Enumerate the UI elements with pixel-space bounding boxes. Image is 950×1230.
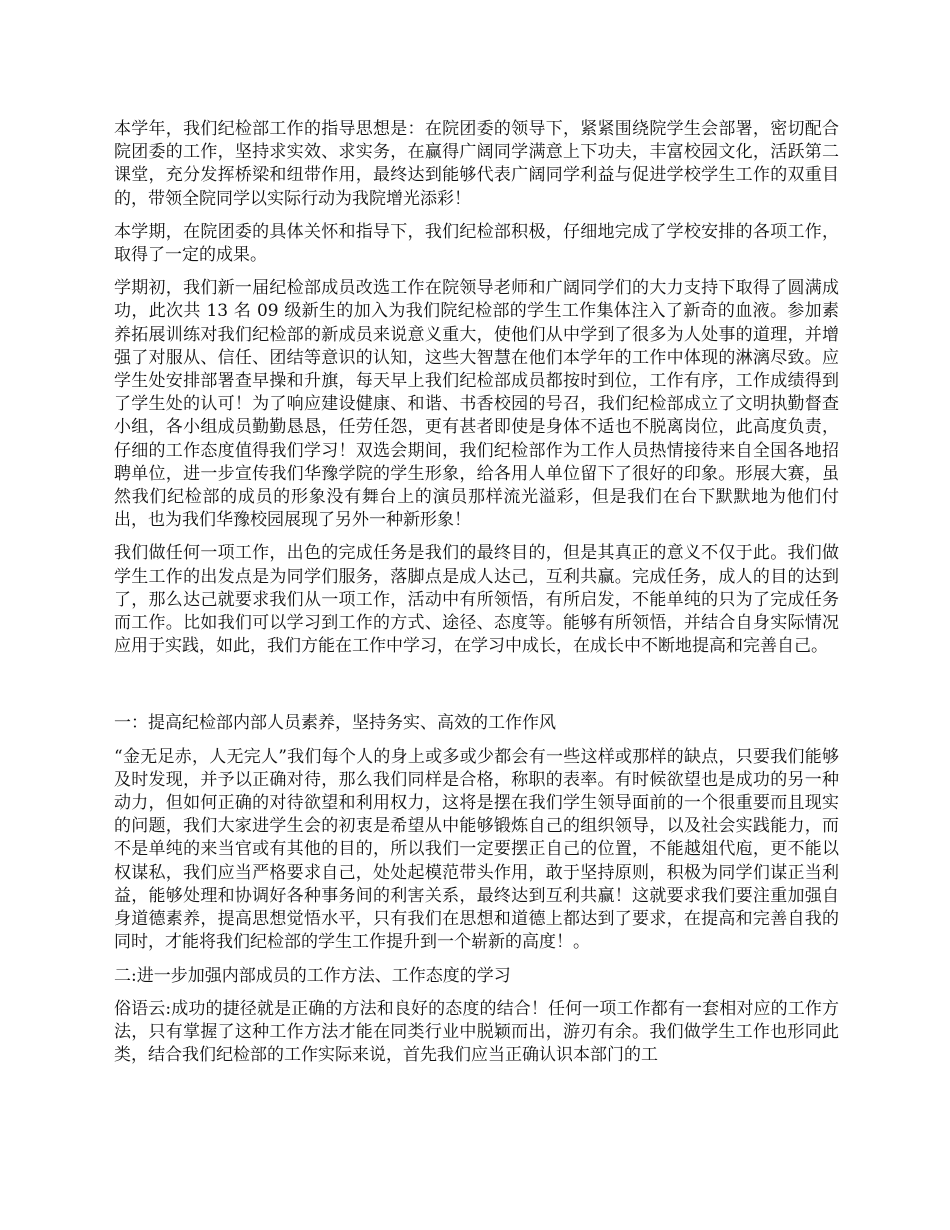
document-page — [114, 118, 839, 1077]
paragraph-semester-summary: 本学期，在院团委的具体关怀和指导下，我们纪检部积极，仔细地完成了学校安排的各项工作，取得了一定的成果。 — [114, 221, 839, 266]
paragraph-guiding-thought: 本学年，我们纪检部工作的指导思想是：在院团委的领导下，紧紧围绕院学生会部署，密切配合院团委的工作，坚持求实效、求实务，在赢得广阔同学满意上下功夫，丰富校园文化，活跃第二课堂，充分发挥桥梁和纽带作用，最终达到能够代表广阔同学利益与促进学校学生工作的双重目的，带领全院同学以实际行动为我院增光添彩！ — [114, 119, 839, 209]
section-paragraph-1: “金无足赤，人无完人”我们每个人的身上或多或少都会有一些这样或那样的缺点，只要我们能够及时发现，并予以正确对待，那么我们同样是合格，称职的表率。有时候欲望也是成功的另一种动力，但如何正确的对待欲望和利用权力，这将是摆在我们学生领导面前的一个很重要而且现实的问题，我们大家进学生会的初衷是希望从中能够锻炼自己的组织领导，以及社会实践能力，而不是单纯的来当官或有其他的目的，所以我们一定要摆正自己的位置，不能越俎代庖，更不能以权谋私，我们应当严格要求自己，处处起模范带头作用，敢于坚持原则，积极为同学们谋正当利益，能够处理和协调好各种事务间的利害关系，最终达到互利共赢！这就要求我们要注重加强自身道德素养，提高思想觉悟水平，只有我们在思想和道德上都达到了要求，在提高和完善自我的同时，才能将我们纪检部的学生工作提升到一个崭新的高度！。 — [114, 746, 839, 953]
section-gap — [114, 668, 839, 712]
section-heading-2: 二:进一步加强内部成员的工作方法、工作态度的学习 — [114, 965, 511, 986]
paragraph-semester-work: 学期初，我们新一届纪检部成员改选工作在院领导老师和广阔同学们的大力支持下取得了圆满成功，此次共 13 名 09 级新生的加入为我们院纪检部的学生工作集体注入了新奇的血液。参加素养拓展训练对我们纪检部的新成员来说意义重大，使他们从中学到了很多为人处事的道理，并增强了对服从、信任、团结等意识的认知，这些大智慧在他们本学年的工作中体现的淋漓尽致。应学生处安排部署查早操和升旗，每天早上我们纪检部成员都按时到位，工作有序，工作成绩得到了学生处的认可！为了响应建设健康、和谐、书香校园的号召，我们纪检部成立了文明执勤督查小组，各小组成员勤勤恳恳，任劳任怨，更有甚者即使是身体不适也不脱离岗位，此高度负责，仔细的工作态度值得我们学习！双选会期间，我们纪检部作为工作人员热情接待来自全国各地招聘单位，进一步宣传我们华豫学院的学生形象，给各用人单位留下了很好的印象。形展大赛，虽然我们纪检部的成员的形象没有舞台上的演员那样流光溢彩，但是我们在台下默默地为他们付出，也为我们华豫校园展现了另外一种新形象！ — [114, 278, 839, 531]
section-heading-1: 一：提高纪检部内部人员素养，坚持务实、高效的工作作风 — [114, 713, 556, 734]
paragraph-purpose: 我们做任何一项工作，出色的完成任务是我们的最终目的，但是其真正的意义不仅于此。我们做学生工作的出发点是为同学们服务，落脚点是成人达己，互利共赢。完成任务，成人的目的达到了，那么达己就要求我们从一项工作，活动中有所领悟，有所启发，不能单纯的只为了完成任务而工作。比如我们可以学习到工作的方式、途径、态度等。能够有所领悟，并结合自身实际情况应用于实践，如此，我们方能在工作中学习，在学习中成长，在成长中不断地提高和完善自己。 — [114, 543, 839, 657]
section-paragraph-2: 俗语云:成功的捷径就是正确的方法和良好的态度的结合！任何一项工作都有一套相对应的工作方法，只有掌握了这种工作方法才能在同类行业中脱颖而出，游刃有余。我们做学生工作也形同此类，结合我们纪检部的工作实际来说，首先我们应当正确认识本部门的工 — [114, 998, 839, 1066]
